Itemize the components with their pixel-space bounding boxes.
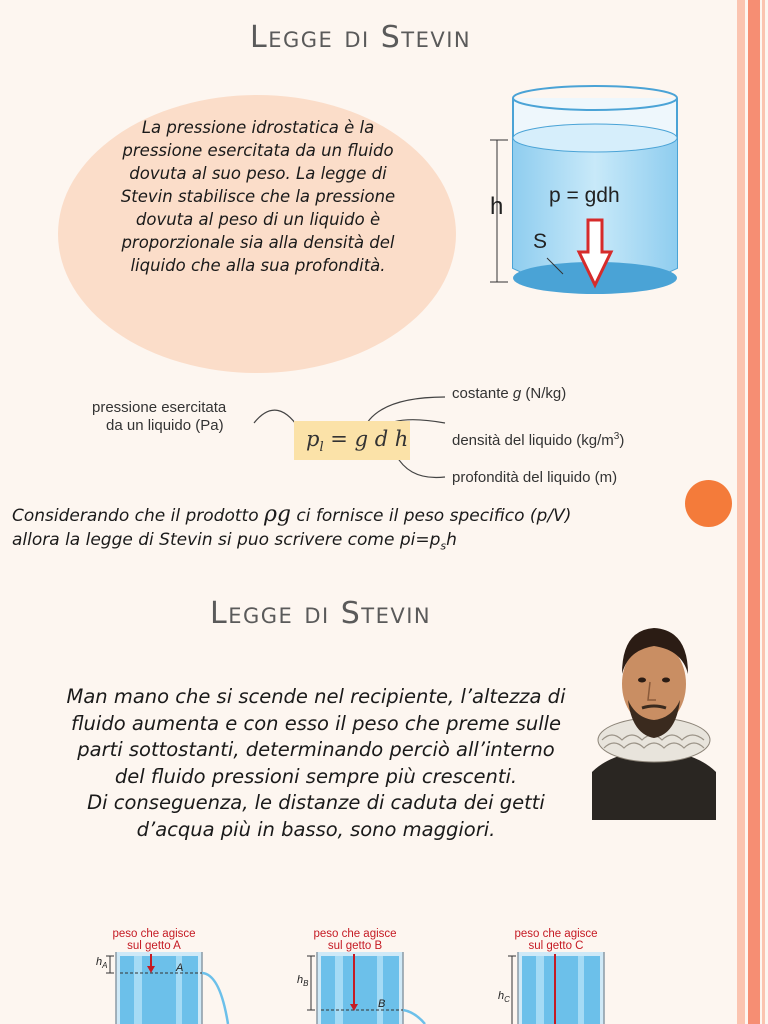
considering-text [12, 503, 712, 558]
body-line: d’acqua più in basso, sono maggiori. [136, 817, 496, 841]
right-border-stripe-main [748, 0, 760, 1024]
figure-formula: p = gdh [549, 184, 620, 207]
body-line: del fluido pressioni sempre più crescenti. [114, 764, 518, 788]
body-line: Di conseguenza, le distanze di caduta dei getti [87, 791, 545, 814]
stevin-formula [306, 427, 408, 455]
rho-g-symbol: ρg [264, 502, 292, 527]
container-b [291, 952, 451, 1024]
considering-line2: allora la legge di Stevin si puo scrivere come $pi=p_sh$ [12, 530, 457, 553]
constant-g-label: costante g (N/kg) [452, 385, 567, 402]
depth-label: profondità del liquido (m) [452, 469, 618, 486]
container-c [492, 952, 652, 1024]
density-label: densità del liquido $(kg/m^3)$ [452, 431, 625, 449]
pressure-label-line2: da un liquido (Pa) [106, 417, 224, 434]
container-c-h-label: $h_C$ [498, 990, 510, 1005]
formula-p: p [306, 427, 320, 451]
body-line: Man mano che si scende nel recipiente, l’altezza di [66, 685, 566, 708]
container-a-caption: peso che agisce sul getto A [112, 928, 196, 952]
container-b-caption: peso che agisce sul getto B [313, 928, 397, 952]
right-border-stripe-thin [762, 0, 765, 1024]
container-a-point: A [176, 962, 184, 974]
body-line: fluido aumenta e con esso il peso che preme sulle [70, 711, 562, 735]
stevin-portrait [592, 622, 716, 820]
slide1-title: Legge di Stevin [250, 20, 472, 55]
container-b-point: B [378, 998, 386, 1010]
intro-text: La pressione idrostatica è la pressione esercitata da un fluido dovuta al suo peso. La legge di Stevin stabilisce che la pressione dovuta al peso di un liquido è proporzionale sia alla densità del liquido che alla sua profondità. [120, 118, 396, 275]
pressure-label-line1: pressione esercitata [92, 399, 227, 416]
body-line: parti sottostanti, determinando perciò all’interno [77, 738, 555, 761]
figure-h-label: h [490, 193, 504, 220]
container-c-caption: peso che agisce sul getto C [514, 928, 598, 952]
container-a [90, 952, 250, 1024]
slide2-title: Legge di Stevin [210, 596, 432, 631]
slide2-body [38, 684, 594, 843]
formula-rest: = g d h [323, 427, 409, 451]
figure-s-label: S [533, 230, 548, 253]
formula-sub: l [319, 440, 324, 456]
container-a-h-label: $h_A$ [96, 956, 108, 971]
right-border-stripe-outer [737, 0, 745, 1024]
considering-line1: Considerando che il prodotto ρg ci fornisce il peso specifico (p/V) [12, 502, 572, 527]
container-b-h-label: $h_B$ [297, 974, 309, 989]
